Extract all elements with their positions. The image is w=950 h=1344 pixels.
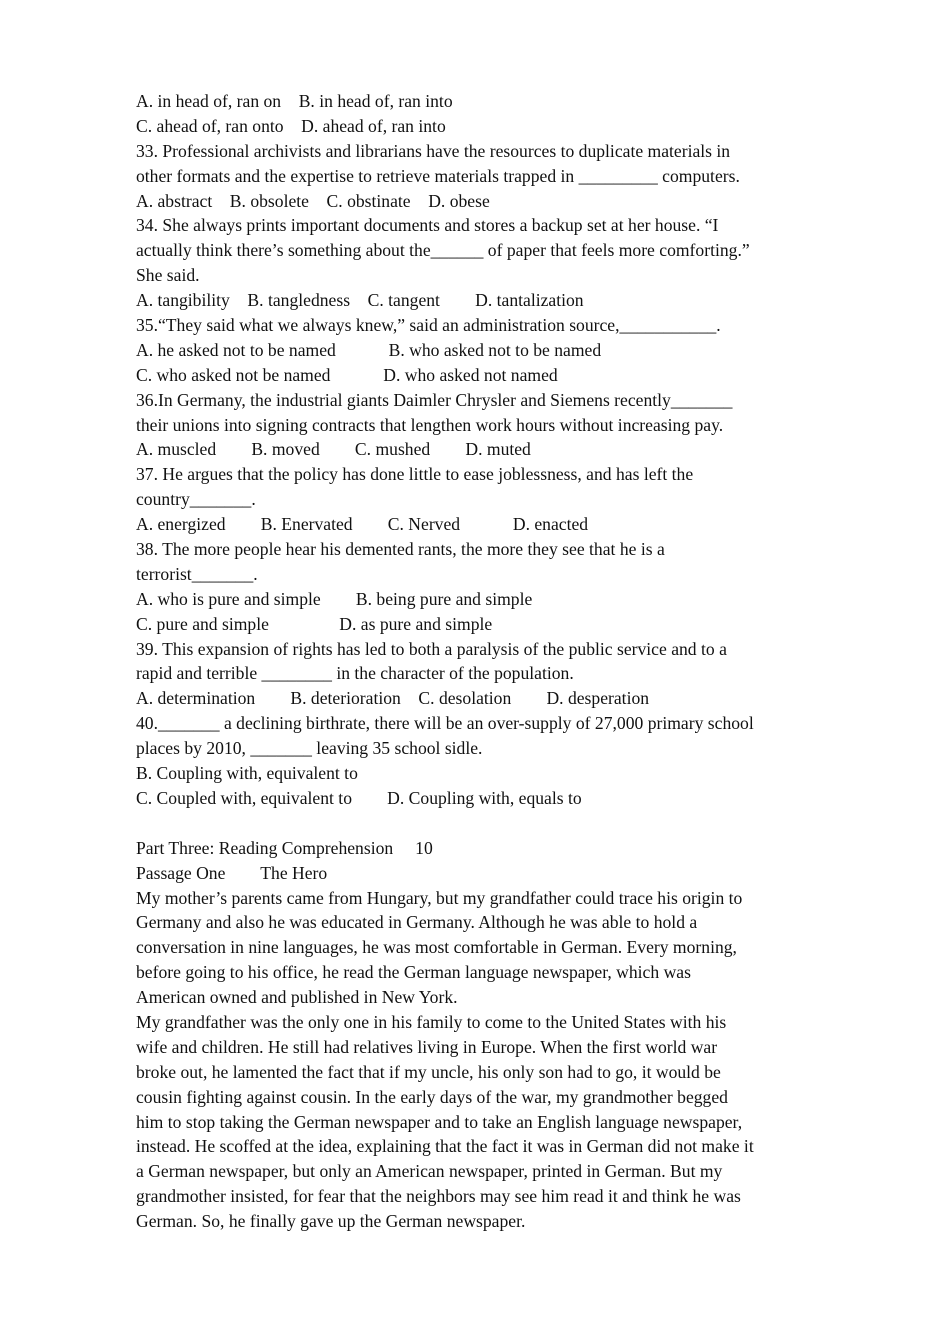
text-line: 36.In Germany, the industrial giants Daimler Chrysler and Siemens recently_______	[136, 389, 733, 410]
text-line: rapid and terrible ________ in the character of the population.	[136, 663, 574, 684]
text-line: him to stop taking the German newspaper and to take an English language newspaper,	[136, 1111, 743, 1132]
text-line: C. Coupled with, equivalent to D. Coupling with, equals to	[136, 787, 582, 808]
text-line: A. he asked not to be named B. who asked not to be named	[136, 339, 602, 360]
text-line: places by 2010, _______ leaving 35 school sidle.	[136, 738, 483, 759]
text-line: 33. Professional archivists and librarians have the resources to duplicate materials in	[136, 140, 731, 161]
text-line: actually think there’s something about the______ of paper that feels more comforting.”	[136, 240, 750, 261]
document-page	[136, 89, 826, 1234]
text-line: conversation in nine languages, he was most comfortable in German. Every morning,	[136, 937, 737, 958]
text-line: C. who asked not be named D. who asked not named	[136, 364, 558, 385]
text-line: Passage One The Hero	[136, 862, 328, 883]
text-line: cousin fighting against cousin. In the early days of the war, my grandmother begged	[136, 1086, 728, 1107]
text-line: wife and children. He still had relatives living in Europe. When the first world war	[136, 1036, 718, 1057]
text-line: American owned and published in New York.	[136, 987, 458, 1008]
text-line: a German newspaper, but only an American newspaper, printed in German. But my	[136, 1161, 723, 1182]
text-line: 37. He argues that the policy has done little to ease joblessness, and has left the	[136, 464, 694, 485]
text-line: Part Three: Reading Comprehension 10	[136, 837, 433, 858]
text-line: A. muscled B. moved C. mushed D. muted	[136, 439, 531, 460]
text-line: other formats and the expertise to retrieve materials trapped in _________ computers.	[136, 165, 740, 186]
text-line: Germany and also he was educated in Germany. Although he was able to hold a	[136, 912, 698, 933]
blank-line	[136, 811, 826, 836]
text-line: German. So, he finally gave up the German newspaper.	[136, 1211, 526, 1232]
text-line: their unions into signing contracts that lengthen work hours without increasing pay.	[136, 414, 724, 435]
text-line: My grandfather was the only one in his family to come to the United States with his	[136, 1011, 727, 1032]
text-line: C. ahead of, ran onto D. ahead of, ran into	[136, 115, 446, 136]
text-line: She said.	[136, 265, 200, 286]
text-line: 35.“They said what we always knew,” said an administration source,___________.	[136, 315, 721, 336]
text-line: grandmother insisted, for fear that the neighbors may see him read it and think he was	[136, 1186, 741, 1207]
text-line: 34. She always prints important documents and stores a backup set at her house. “I	[136, 215, 719, 236]
text-line: 38. The more people hear his demented rants, the more they see that he is a	[136, 539, 665, 560]
text-line: A. abstract B. obsolete C. obstinate D. obese	[136, 190, 490, 211]
text-line: country_______.	[136, 489, 256, 510]
text-line: 40._______ a declining birthrate, there will be an over-supply of 27,000 primary school	[136, 713, 754, 734]
text-line: A. tangibility B. tangledness C. tangent D. tantalization	[136, 290, 584, 311]
text-line: A. in head of, ran on B. in head of, ran into	[136, 91, 453, 111]
text-line: instead. He scoffed at the idea, explaining that the fact it was in German did not make it	[136, 1136, 754, 1157]
text-line: A. who is pure and simple B. being pure and simple	[136, 588, 533, 609]
text-line: 39. This expansion of rights has led to both a paralysis of the public service and to a	[136, 638, 727, 659]
text-line: A. determination B. deterioration C. desolation D. desperation	[136, 688, 650, 709]
text-line: My mother’s parents came from Hungary, but my grandfather could trace his origin to	[136, 887, 743, 908]
text-line: broke out, he lamented the fact that if my uncle, his only son had to go, it would be	[136, 1061, 721, 1082]
text-line: B. Coupling with, equivalent to	[136, 763, 358, 784]
text-line: before going to his office, he read the German language newspaper, which was	[136, 962, 691, 983]
text-line: A. energized B. Enervated C. Nerved D. enacted	[136, 514, 589, 535]
text-line: C. pure and simple D. as pure and simple	[136, 613, 493, 634]
text-line: terrorist_______.	[136, 563, 258, 584]
